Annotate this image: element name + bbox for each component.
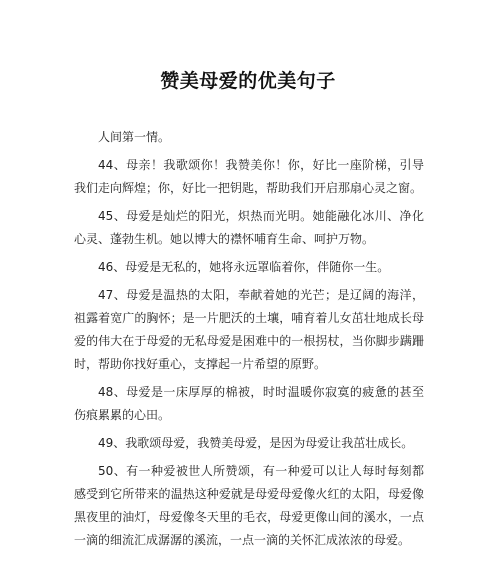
page-title: 赞美母爱的优美句子 [160,70,336,92]
paragraph: 49、我歌颂母爱，我赞美母爱，是因为母爱让我茁壮成长。 [98,436,414,450]
paragraph: 45、母爱是灿烂的阳光，炽热而光明。她能融化冰川、净化心灵、蓬勃生机。她以博大的襟怀哺育生命、呵护万物。 [74,209,424,246]
paragraph: 50、有一种爱被世人所赞颂，有一种爱可以让人每时每刻都感受到它所带来的温热这种爱就是母爱母爱像火红的太阳，母爱像黑夜里的油灯，母爱像冬天里的毛衣，母爱更像山间的溪水，一点一滴的细流汇成潺潺的溪流，一点一滴的关怀汇成浓浓的母爱。 [74,464,424,547]
article-body [74,126,424,557]
paragraph: 46、母爱是无私的，她将永远罩临着你，伴随你一生。 [98,260,390,274]
paragraph: 47、母爱是温热的太阳，奉献着她的光芒；是辽阔的海洋，祖露着宽广的胸怀；是一片肥沃的土壤，哺育着儿女茁壮地成长母爱的伟大在于母爱的无私母爱是困难中的一根拐杖，当你脚步蹒跚时，帮助你找好重心，支撑起一片希望的原野。 [74,288,424,371]
paragraph: 44、母亲！我歌颂你！我赞美你！你，好比一座阶梯，引导我们走向辉煌；你，好比一把钥匙，帮助我们开启那扇心灵之窗。 [74,158,424,195]
paragraph: 人间第一情。 [98,130,171,144]
paragraph: 48、母爱是一床厚厚的棉被，时时温暖你寂寞的疲惫的甚至伤痕累累的心田。 [74,385,424,422]
